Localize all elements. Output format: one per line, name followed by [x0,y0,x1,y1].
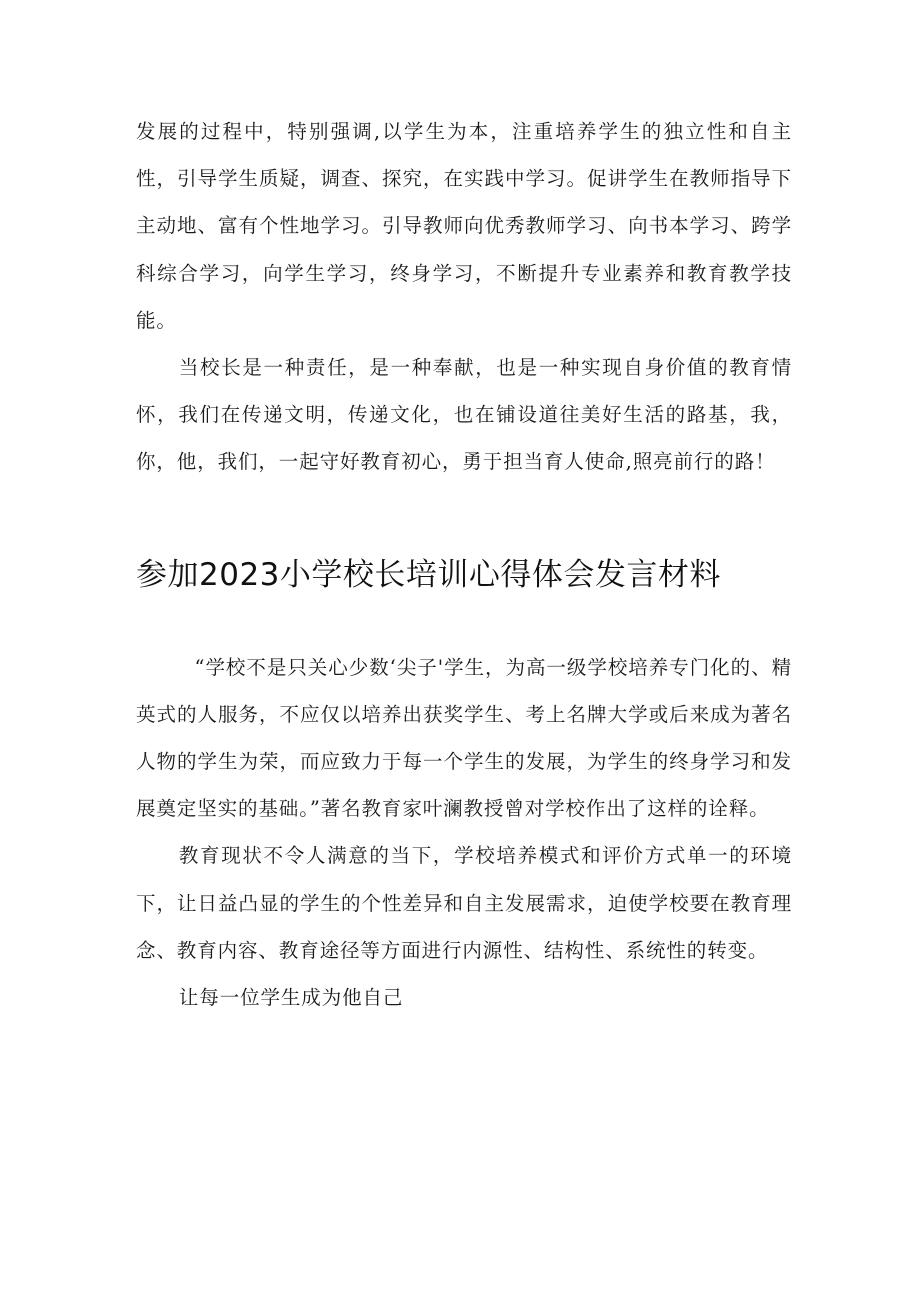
paragraph-principal-responsibility: 当校长是一种责任，是一种奉献，也是一种实现自身价值的教育情怀，我们在传递文明，传递文化，也在铺设道往美好生活的路基，我，你，他，我们，一起守好教育初心，勇于担当育人使命,照亮前行的路！ [136,356,792,474]
document-body [136,108,792,1021]
paragraph-quote: “学校不是只关心少数‘尖子'学生，为高一级学校培养专门化的、精英式的人服务，不应仅以培养出获奖学生、考上名牌大学或后来成为著名人物的学生为荣，而应致力于每一个学生的发展，为学生的终身学习和发展奠定坚实的基础。”著名教育家叶澜教授曾对学校作出了这样的诠释。 [136,655,792,821]
paragraph-education-status: 教育现状不令人满意的当下，学校培养模式和评价方式单一的环境下，让日益凸显的学生的个性差异和自主发展需求，迫使学校要在教育理念、教育内容、教育途径等方面进行内源性、结构性、系统性的转变。 [136,844,792,962]
paragraph-subheading: 让每一位学生成为他自己 [178,986,404,1010]
section-title: 参加2023小学校长培训心得体会发言材料 [136,556,721,593]
paragraph-continuation: 发展的过程中，特别强调,以学生为本，注重培养学生的独立性和自主性，引导学生质疑，调查、探究，在实践中学习。促讲学生在教师指导下主动地、富有个性地学习。引导教师向优秀教师学习、向书本学习、跨学科综合学习，向学生学习，终身学习，不断提升专业素养和教育教学技能。 [136,120,792,332]
